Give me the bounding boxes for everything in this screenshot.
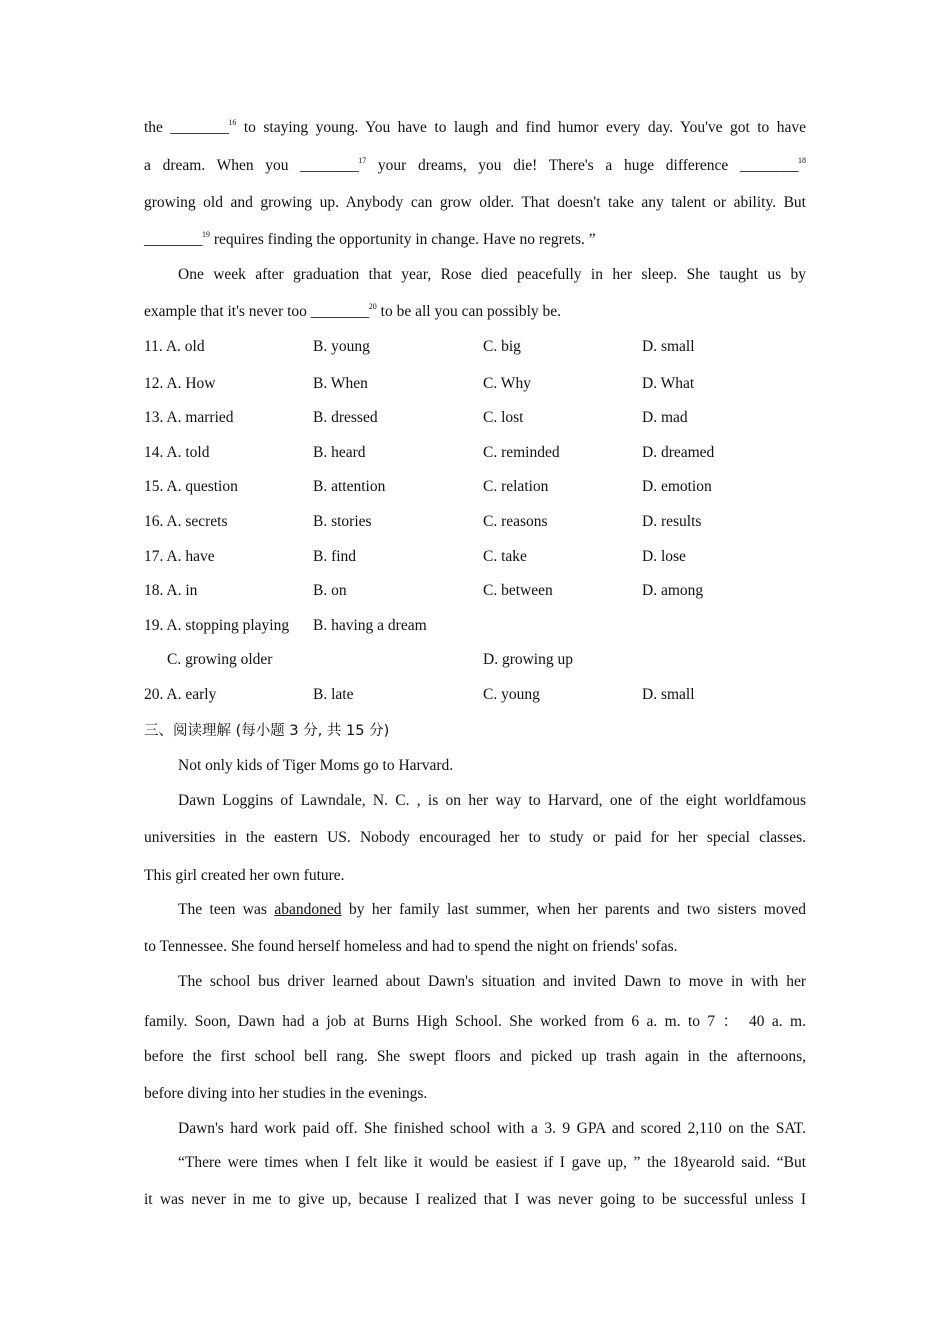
- answer-blank-17[interactable]: ________: [300, 157, 359, 174]
- option-12-b[interactable]: B. When: [313, 375, 368, 392]
- blank-number-16: 16: [228, 118, 237, 127]
- passage-p1-line-3: This girl created her own future.: [144, 867, 345, 884]
- option-13-a[interactable]: 13. A. married: [144, 409, 234, 426]
- option-15-d[interactable]: D. emotion: [642, 478, 712, 495]
- option-17-b[interactable]: B. find: [313, 548, 357, 565]
- passage-p3-line-2: family. Soon, Dawn had a job at Burns High School. She worked from 6 a. m. to 7 ： 40 a. m.: [144, 1013, 806, 1030]
- option-11-b[interactable]: B. young: [313, 338, 370, 355]
- option-12-c[interactable]: C. Why: [483, 375, 531, 392]
- option-20-b[interactable]: B. late: [313, 686, 354, 703]
- option-18-a[interactable]: 18. A. in: [144, 582, 198, 599]
- option-13-d[interactable]: D. mad: [642, 409, 688, 426]
- passage-p5-line-1: “There were times when I felt like it would be easiest if I gave up, ” the 18yearold said. “But: [178, 1154, 806, 1171]
- answer-blank-16[interactable]: ________: [170, 119, 229, 136]
- passage-p5-line-2: it was never in me to give up, because I realized that I was never going to be successful unless I: [144, 1191, 806, 1208]
- cloze-line-3: growing old and growing up. Anybody can grow older. That doesn't take any talent or ability. But: [144, 194, 806, 211]
- option-17-c[interactable]: C. take: [483, 548, 527, 565]
- option-18-b[interactable]: B. on: [313, 582, 347, 599]
- option-13-c[interactable]: C. lost: [483, 409, 524, 426]
- option-12-d[interactable]: D. What: [642, 375, 695, 392]
- passage-p3-line-4: before diving into her studies in the evenings.: [144, 1085, 428, 1102]
- option-16-d[interactable]: D. results: [642, 513, 702, 530]
- passage-title-line: Not only kids of Tiger Moms go to Harvard.: [178, 757, 454, 774]
- option-15-c[interactable]: C. relation: [483, 478, 549, 495]
- passage-p4-line-1: Dawn's hard work paid off. She finished school with a 3. 9 GPA and scored 2,110 on the SAT.: [178, 1120, 806, 1137]
- blank-number-17: 17: [358, 156, 367, 165]
- option-20-d[interactable]: D. small: [642, 686, 695, 703]
- passage-p1-line-1: Dawn Loggins of Lawndale, N. C. , is on her way to Harvard, one of the eight worldfamous: [178, 792, 806, 809]
- option-12-a[interactable]: 12. A. How: [144, 375, 216, 392]
- option-17-d[interactable]: D. lose: [642, 548, 686, 565]
- option-16-a[interactable]: 16. A. secrets: [144, 513, 228, 530]
- option-15-b[interactable]: B. attention: [313, 478, 386, 495]
- option-14-d[interactable]: D. dreamed: [642, 444, 715, 461]
- passage-p2-line-1: The teen was abandoned by her family last summer, when her parents and two sisters moved: [178, 901, 806, 918]
- option-17-a[interactable]: 17. A. have: [144, 548, 215, 565]
- blank-number-18: 18: [798, 156, 806, 165]
- option-11-a[interactable]: 11. A. old: [144, 338, 205, 355]
- option-14-c[interactable]: C. reminded: [483, 444, 560, 461]
- cloze-line-1: the ________$^{16}$ to staying young. You have to laugh and find humor every day. You've got to have: [144, 118, 806, 136]
- passage-p3-line-1: The school bus driver learned about Dawn's situation and invited Dawn to move in with her: [178, 973, 806, 990]
- option-19-b[interactable]: B. having a dream: [313, 617, 427, 634]
- blank-number-19: 19: [202, 230, 210, 239]
- option-13-b[interactable]: B. dressed: [313, 409, 378, 426]
- answer-blank-18[interactable]: ________: [740, 157, 798, 174]
- cloze-line-4: ________$^{19}$ requires finding the opportunity in change. Have no regrets. ”: [144, 230, 596, 248]
- option-20-a[interactable]: 20. A. early: [144, 686, 217, 703]
- option-14-b[interactable]: B. heard: [313, 444, 366, 461]
- section-heading: 三、阅读理解 (每小题 3 分, 共 15 分): [144, 723, 390, 739]
- option-15-a[interactable]: 15. A. question: [144, 478, 238, 495]
- cloze-line-6: example that it's never too ________$^{20}$ to be all you can possibly be.: [144, 302, 562, 320]
- option-19-d[interactable]: D. growing up: [483, 651, 573, 668]
- option-16-c[interactable]: C. reasons: [483, 513, 548, 530]
- passage-p1-line-2: universities in the eastern US. Nobody encouraged her to study or paid for her special classes.: [144, 829, 806, 846]
- option-14-a[interactable]: 14. A. told: [144, 444, 210, 461]
- option-18-c[interactable]: C. between: [483, 582, 553, 599]
- option-16-b[interactable]: B. stories: [313, 513, 372, 530]
- cloze-line-5: One week after graduation that year, Rose died peacefully in her sleep. She taught us by: [178, 266, 806, 283]
- passage-p3-line-3: before the first school bell rang. She swept floors and picked up trash again in the afternoons,: [144, 1048, 806, 1065]
- underlined-word: abandoned: [274, 901, 342, 918]
- option-11-c[interactable]: C. big: [483, 338, 521, 355]
- option-19-a[interactable]: 19. A. stopping playing: [144, 617, 290, 634]
- option-20-c[interactable]: C. young: [483, 686, 540, 703]
- option-19-c[interactable]: C. growing older: [167, 651, 273, 668]
- answer-blank-20[interactable]: ________: [310, 303, 369, 320]
- passage-p2-line-2: to Tennessee. She found herself homeless and had to spend the night on friends' sofas.: [144, 938, 678, 955]
- answer-blank-19[interactable]: ________: [144, 231, 202, 248]
- option-11-d[interactable]: D. small: [642, 338, 695, 355]
- cloze-line-2: a dream. When you ________$^{17}$ your dreams, you die! There's a huge difference ________$^{18}$: [144, 156, 806, 174]
- option-18-d[interactable]: D. among: [642, 582, 704, 599]
- blank-number-20: 20: [368, 302, 377, 311]
